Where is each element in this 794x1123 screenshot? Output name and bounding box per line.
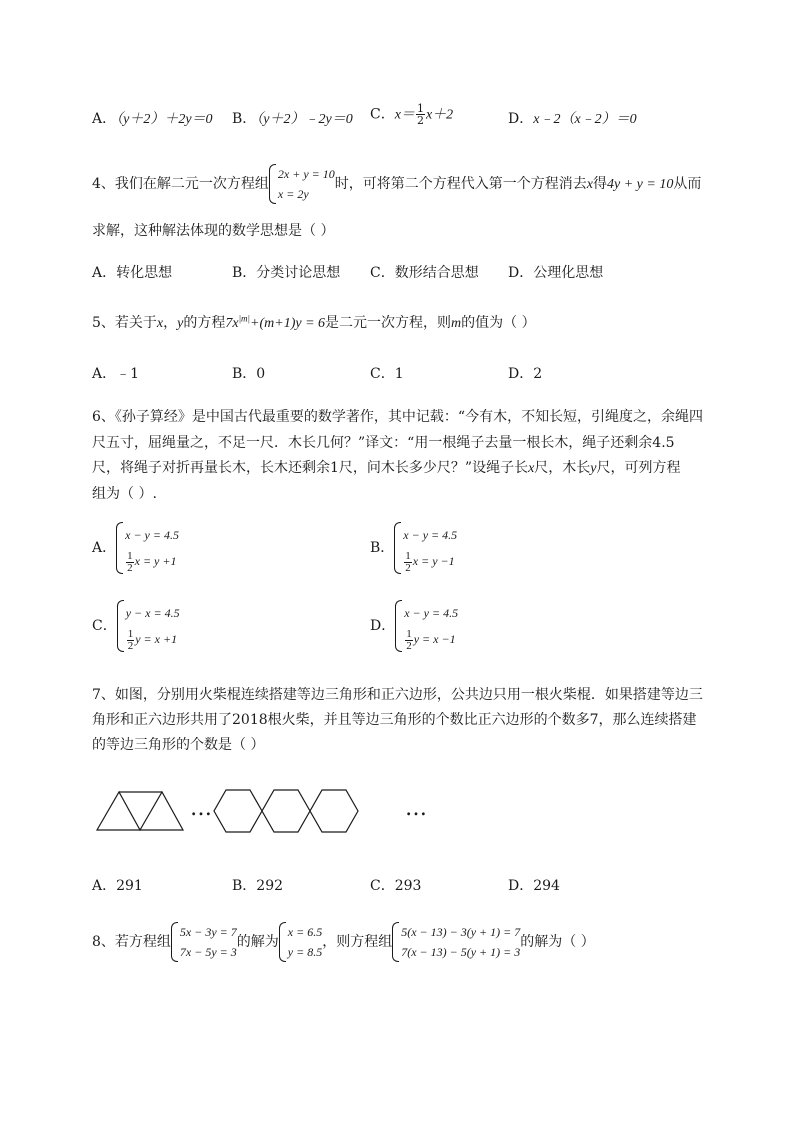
q6-stem-line4: 组为（ ）. [92,486,157,502]
equation-system: 2x + y = 10 x = 2y [269,164,335,204]
equation-system: x − y = 4.5 $\frac{1}{2}$ x = y −1 [394,522,457,574]
q7-stem-line3: 的等边三角形的个数是（ ） [92,737,265,753]
equation-system: y − x = 4.5 $\frac{1}{2}$ y = x +1 [117,600,180,652]
q3-option-d[interactable]: D．x﹣2（x﹣2）＝0 [508,111,637,127]
q5-option-d[interactable]: D．2 [508,366,543,382]
triangles-figure [97,792,183,830]
equation-system-3: 5(x − 13) − 3(y + 1) = 7 7(x − 13) − 5(y + 1) = 3 [392,922,520,962]
q7-stem-line1: 7、如图，分别用火柴棍连续搭建等边三角形和正六边形，公共边只用一根火柴棍．如果搭建等边三 [92,687,703,703]
q5-stem: 5、若关于x，y的方程$7x^{|m|}+(m+1)y = 6$是二元一次方程，则m的值为（ ） [92,313,536,331]
q6-option-c[interactable]: C． y − x = 4.5 $\frac{1}{2}$ y = x +1 [92,600,180,652]
q3-option-c[interactable]: C．x＝ $\frac{1}{2}$ x＋2 [370,102,454,127]
equation-system-2: x = 6.5 y = 8.5 [279,922,322,962]
q5-option-c[interactable]: C．1 [370,366,404,382]
q3-option-b[interactable]: B．（y＋2）﹣2y＝0 [232,111,353,127]
q6-stem-line1: 6、《孙子算经》是中国古代最重要的数学著作，其中记载：“今有木，不知长短，引绳度之，余绳四 [92,409,704,425]
q7-option-d[interactable]: D．294 [508,878,560,894]
q7-option-b[interactable]: B．292 [232,878,284,894]
q8-stem: 8、若方程组 5x − 3y = 7 7x − 5y = 3 的解为 x = 6.5 y = 8.5 ，则方程组 5(x − 13) − 3(y + 1) = 7 7(x − 13) − 5(y + 1) = 3 的解为（ ） [92,922,595,962]
q3-option-a[interactable]: A．（y＋2）＋2y＝0 [92,111,213,127]
equation-system: x − y = 4.5 $\frac{1}{2}$ y = x −1 [395,600,458,652]
ellipsis-2: … [405,796,429,821]
q4-option-a[interactable]: A．转化思想 [92,265,173,281]
ellipsis-1: … [190,796,214,821]
q5-option-b[interactable]: B．0 [232,366,266,382]
equation-system: x − y = 4.5 $\frac{1}{2}$ x = y +1 [116,522,179,574]
q4-option-d[interactable]: D．公理化思想 [508,265,604,281]
q7-figure [90,780,450,840]
q6-stem-line2: 尺五寸，屈绳量之，不足一尺．木长几何？”译文：“用一根绳子去量一根长木，绳子还剩余4.5 [92,435,675,451]
q4-option-b[interactable]: B．分类讨论思想 [232,265,341,281]
q4-option-c[interactable]: C．数形结合思想 [370,265,479,281]
q7-option-a[interactable]: A．291 [92,878,143,894]
q4-stem-line2: 求解，这种解法体现的数学思想是（ ） [92,223,335,239]
q6-option-b[interactable]: B． x − y = 4.5 $\frac{1}{2}$ x = y −1 [370,522,457,574]
q7-option-c[interactable]: C．293 [370,878,422,894]
q6-stem-line3: 尺，将绳子对折再量长木，长木还剩余1尺，问木长多少尺？”设绳子长x尺，木长y尺，可列方程 [92,460,681,476]
q6-option-a[interactable]: A． x − y = 4.5 $\frac{1}{2}$ x = y +1 [92,522,179,574]
equation-system-1: 5x − 3y = 7 7x − 5y = 3 [171,922,237,962]
q6-option-d[interactable]: D． x − y = 4.5 $\frac{1}{2}$ y = x −1 [370,600,458,652]
hexagons-figure [214,790,358,832]
q5-option-a[interactable]: A．﹣1 [92,366,140,382]
q4-stem: 4、我们在解二元一次方程组 2x + y = 10 x = 2y 时，可将第二个方程代入第一个方程消去x得4y + y = 10从而 [92,164,701,204]
q7-stem-line2: 角形和正六边形共用了2018根火柴，并且等边三角形的个数比正六边形的个数多7，那么连续搭建 [92,712,697,728]
fraction: $\frac{1}{2}$ [416,102,424,127]
